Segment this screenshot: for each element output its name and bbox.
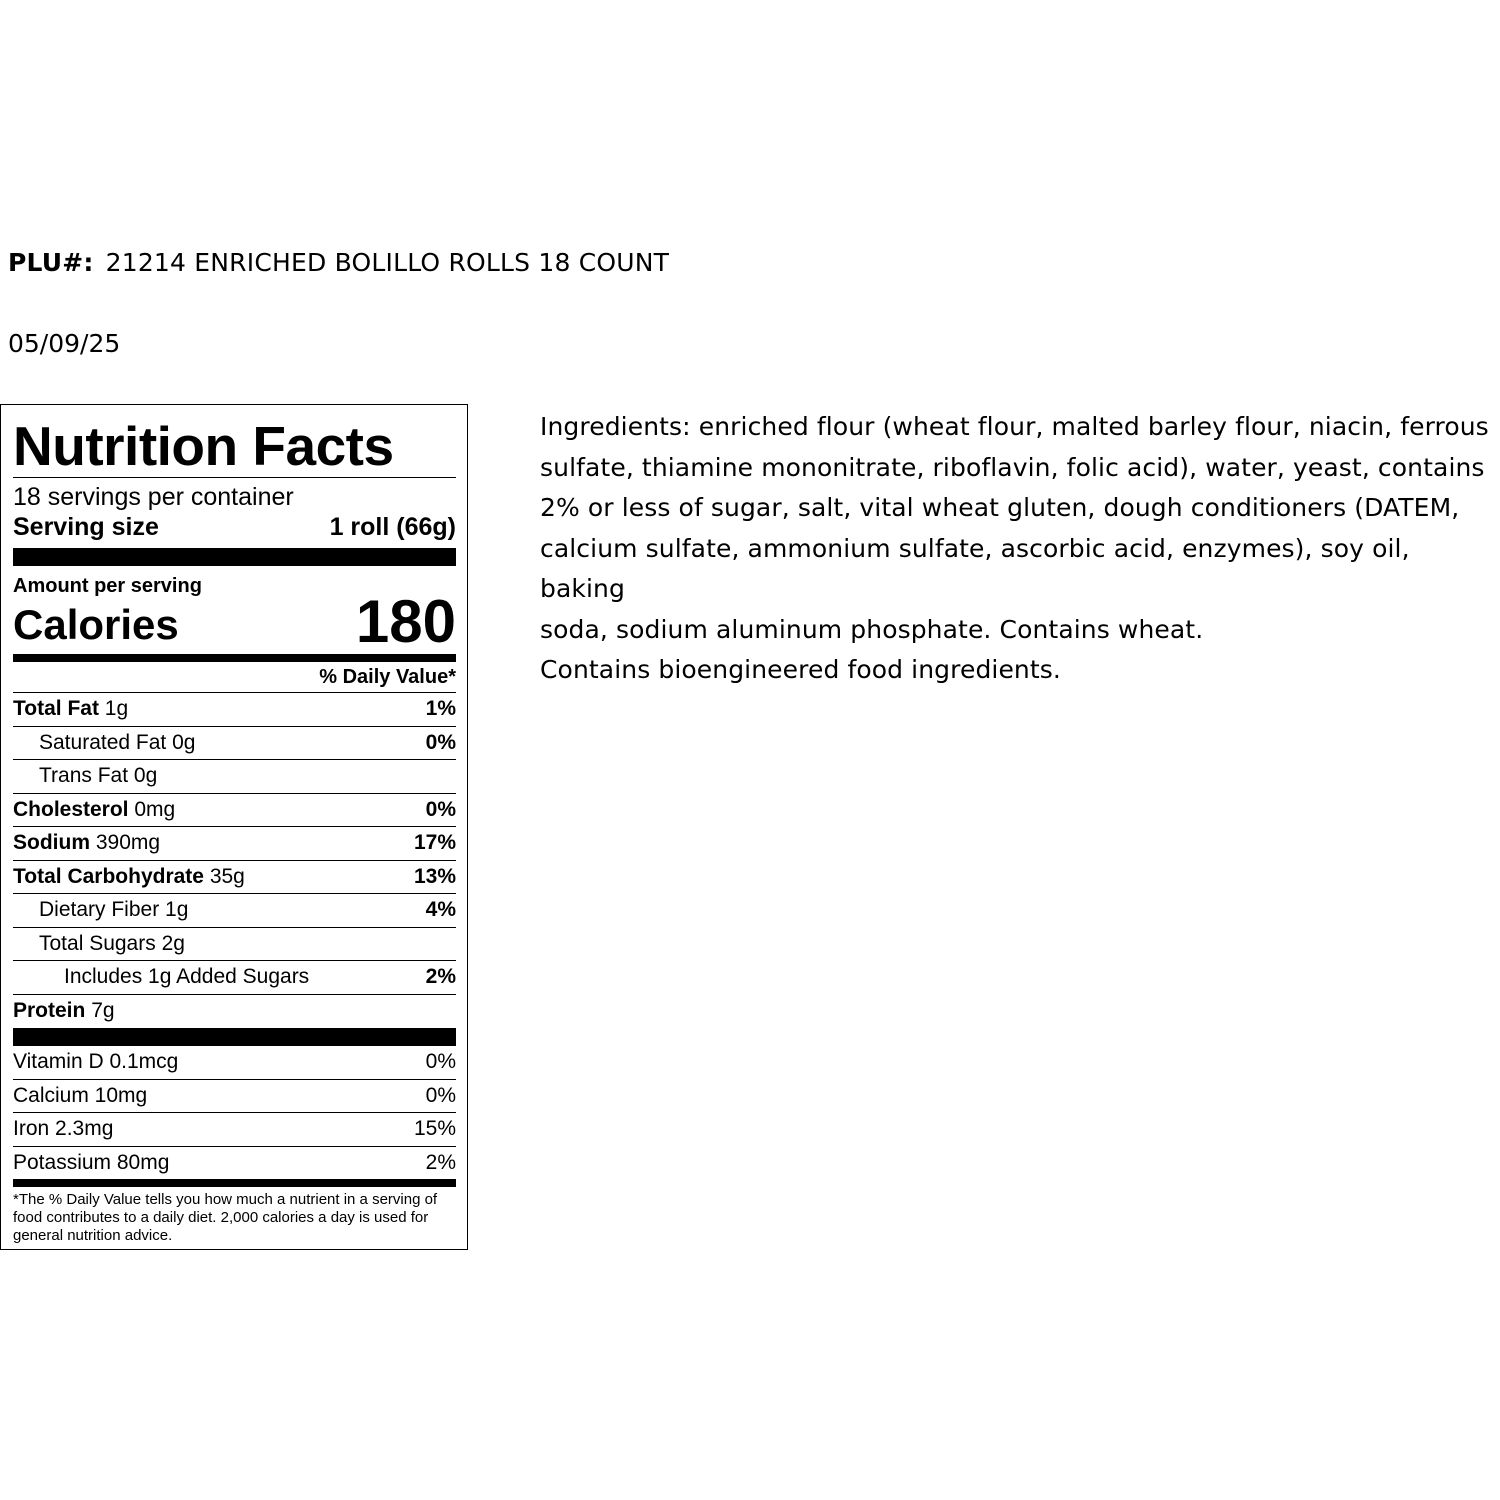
nutrient-dv: 4% bbox=[425, 898, 456, 922]
nutrient-amount: 390mg bbox=[95, 831, 161, 855]
nutrient-name: Protein bbox=[13, 998, 86, 1022]
nutrient-amount: 1g bbox=[104, 697, 129, 721]
nutrient-dv: 1% bbox=[425, 697, 456, 721]
vitamin-dv: 0% bbox=[425, 1050, 456, 1074]
ingredients-line: soda, sodium aluminum phosphate. Contains wheat. bbox=[540, 614, 1204, 644]
plu-product-text: 21214 ENRICHED BOLILLO ROLLS 18 COUNT bbox=[105, 248, 670, 277]
nutrient-row-total-carbohydrate bbox=[13, 861, 456, 895]
vitamin-label: Calcium 10mg bbox=[13, 1083, 148, 1107]
nutrient-name: Sodium bbox=[13, 831, 90, 855]
nutrition-facts-title: Nutrition Facts bbox=[13, 417, 456, 478]
nutrient-amount: 0g bbox=[133, 764, 158, 788]
vitamin-label: Potassium 80mg bbox=[13, 1150, 170, 1174]
nutrient-dv: 2% bbox=[425, 965, 456, 989]
ingredients-line: calcium sulfate, ammonium sulfate, ascorbic acid, enzymes), soy oil, baking bbox=[540, 533, 1410, 603]
nutrient-row-cholesterol bbox=[13, 794, 456, 828]
nutrient-amount: 35g bbox=[209, 864, 245, 888]
serving-size-label: Serving size bbox=[13, 513, 159, 541]
ingredients-block bbox=[540, 407, 1492, 691]
thick-divider bbox=[13, 1028, 456, 1046]
nutrient-amount: 1g bbox=[165, 898, 189, 922]
nutrient-row-saturated-fat bbox=[13, 727, 456, 761]
nutrient-name: Total Carbohydrate bbox=[13, 864, 204, 888]
nutrient-row-total-sugars bbox=[13, 928, 456, 962]
vitamin-row-iron bbox=[13, 1113, 456, 1147]
bioengineered-statement: Contains bioengineered food ingredients. bbox=[540, 655, 1061, 684]
nutrition-facts-panel bbox=[0, 404, 468, 1250]
servings-per-container: 18 servings per container bbox=[13, 483, 294, 511]
vitamin-label: Vitamin D 0.1mcg bbox=[13, 1050, 179, 1074]
vitamin-row-potassium bbox=[13, 1147, 456, 1188]
nutrient-row-protein bbox=[13, 995, 456, 1028]
nutrient-dv: 0% bbox=[425, 797, 456, 821]
calories-label: Calories bbox=[13, 601, 179, 648]
ingredients-line: 2% or less of sugar, salt, vital wheat gluten, dough conditioners (DATEM, bbox=[540, 493, 1460, 522]
date-text: 05/09/25 bbox=[8, 329, 121, 358]
serving-size-value: 1 roll (66g) bbox=[329, 513, 456, 541]
nutrient-name: Includes 1g Added Sugars bbox=[64, 965, 310, 989]
nutrient-name: Saturated Fat bbox=[39, 730, 167, 754]
nutrient-name: Cholesterol bbox=[13, 797, 129, 821]
calories-value: 180 bbox=[355, 588, 456, 655]
nutrient-row-dietary-fiber bbox=[13, 894, 456, 928]
nutrient-dv: 0% bbox=[425, 730, 456, 754]
vitamin-row-vitamin-d bbox=[13, 1046, 456, 1080]
serving-size-row bbox=[13, 512, 456, 566]
vitamin-dv: 0% bbox=[425, 1083, 456, 1107]
vitamin-dv: 15% bbox=[413, 1117, 456, 1141]
nutrient-amount: 0g bbox=[172, 730, 196, 754]
vitamin-dv: 2% bbox=[425, 1150, 456, 1174]
vitamin-label: Iron 2.3mg bbox=[13, 1117, 114, 1141]
amount-per-serving: Amount per serving bbox=[13, 575, 202, 597]
nutrient-dv: 13% bbox=[413, 864, 456, 888]
plu-label: PLU#: bbox=[8, 248, 94, 277]
plu-line bbox=[8, 248, 669, 277]
nutrient-amount: 2g bbox=[161, 931, 185, 955]
nutrient-name: Total Fat bbox=[13, 697, 99, 721]
ingredients-line: sulfate, thiamine mononitrate, riboflavin, folic acid), water, yeast, contains bbox=[540, 452, 1485, 482]
daily-value-header: % Daily Value* bbox=[13, 662, 456, 693]
nutrient-row-total-fat bbox=[13, 693, 456, 727]
daily-value-footnote: *The % Daily Value tells you how much a nutrient in a serving of food contributes to a daily diet. 2,000 calories a day is used for general nutrition advice. bbox=[13, 1191, 438, 1244]
nutrient-dv: 17% bbox=[413, 831, 456, 855]
vitamin-row-calcium bbox=[13, 1080, 456, 1114]
nutrient-row-sodium bbox=[13, 827, 456, 861]
ingredients-line: Ingredients: enriched flour (wheat flour, malted barley flour, niacin, ferrous bbox=[540, 412, 1489, 441]
nutrient-name: Total Sugars bbox=[39, 931, 156, 955]
nutrient-amount: 0mg bbox=[134, 797, 176, 821]
nutrient-name: Dietary Fiber bbox=[39, 898, 160, 922]
nutrient-row-trans-fat bbox=[13, 760, 456, 794]
calories-row bbox=[13, 588, 456, 662]
nutrient-amount: 7g bbox=[91, 998, 115, 1022]
nutrient-row-added-sugars bbox=[13, 961, 456, 995]
nutrient-name: Trans Fat bbox=[39, 764, 129, 788]
